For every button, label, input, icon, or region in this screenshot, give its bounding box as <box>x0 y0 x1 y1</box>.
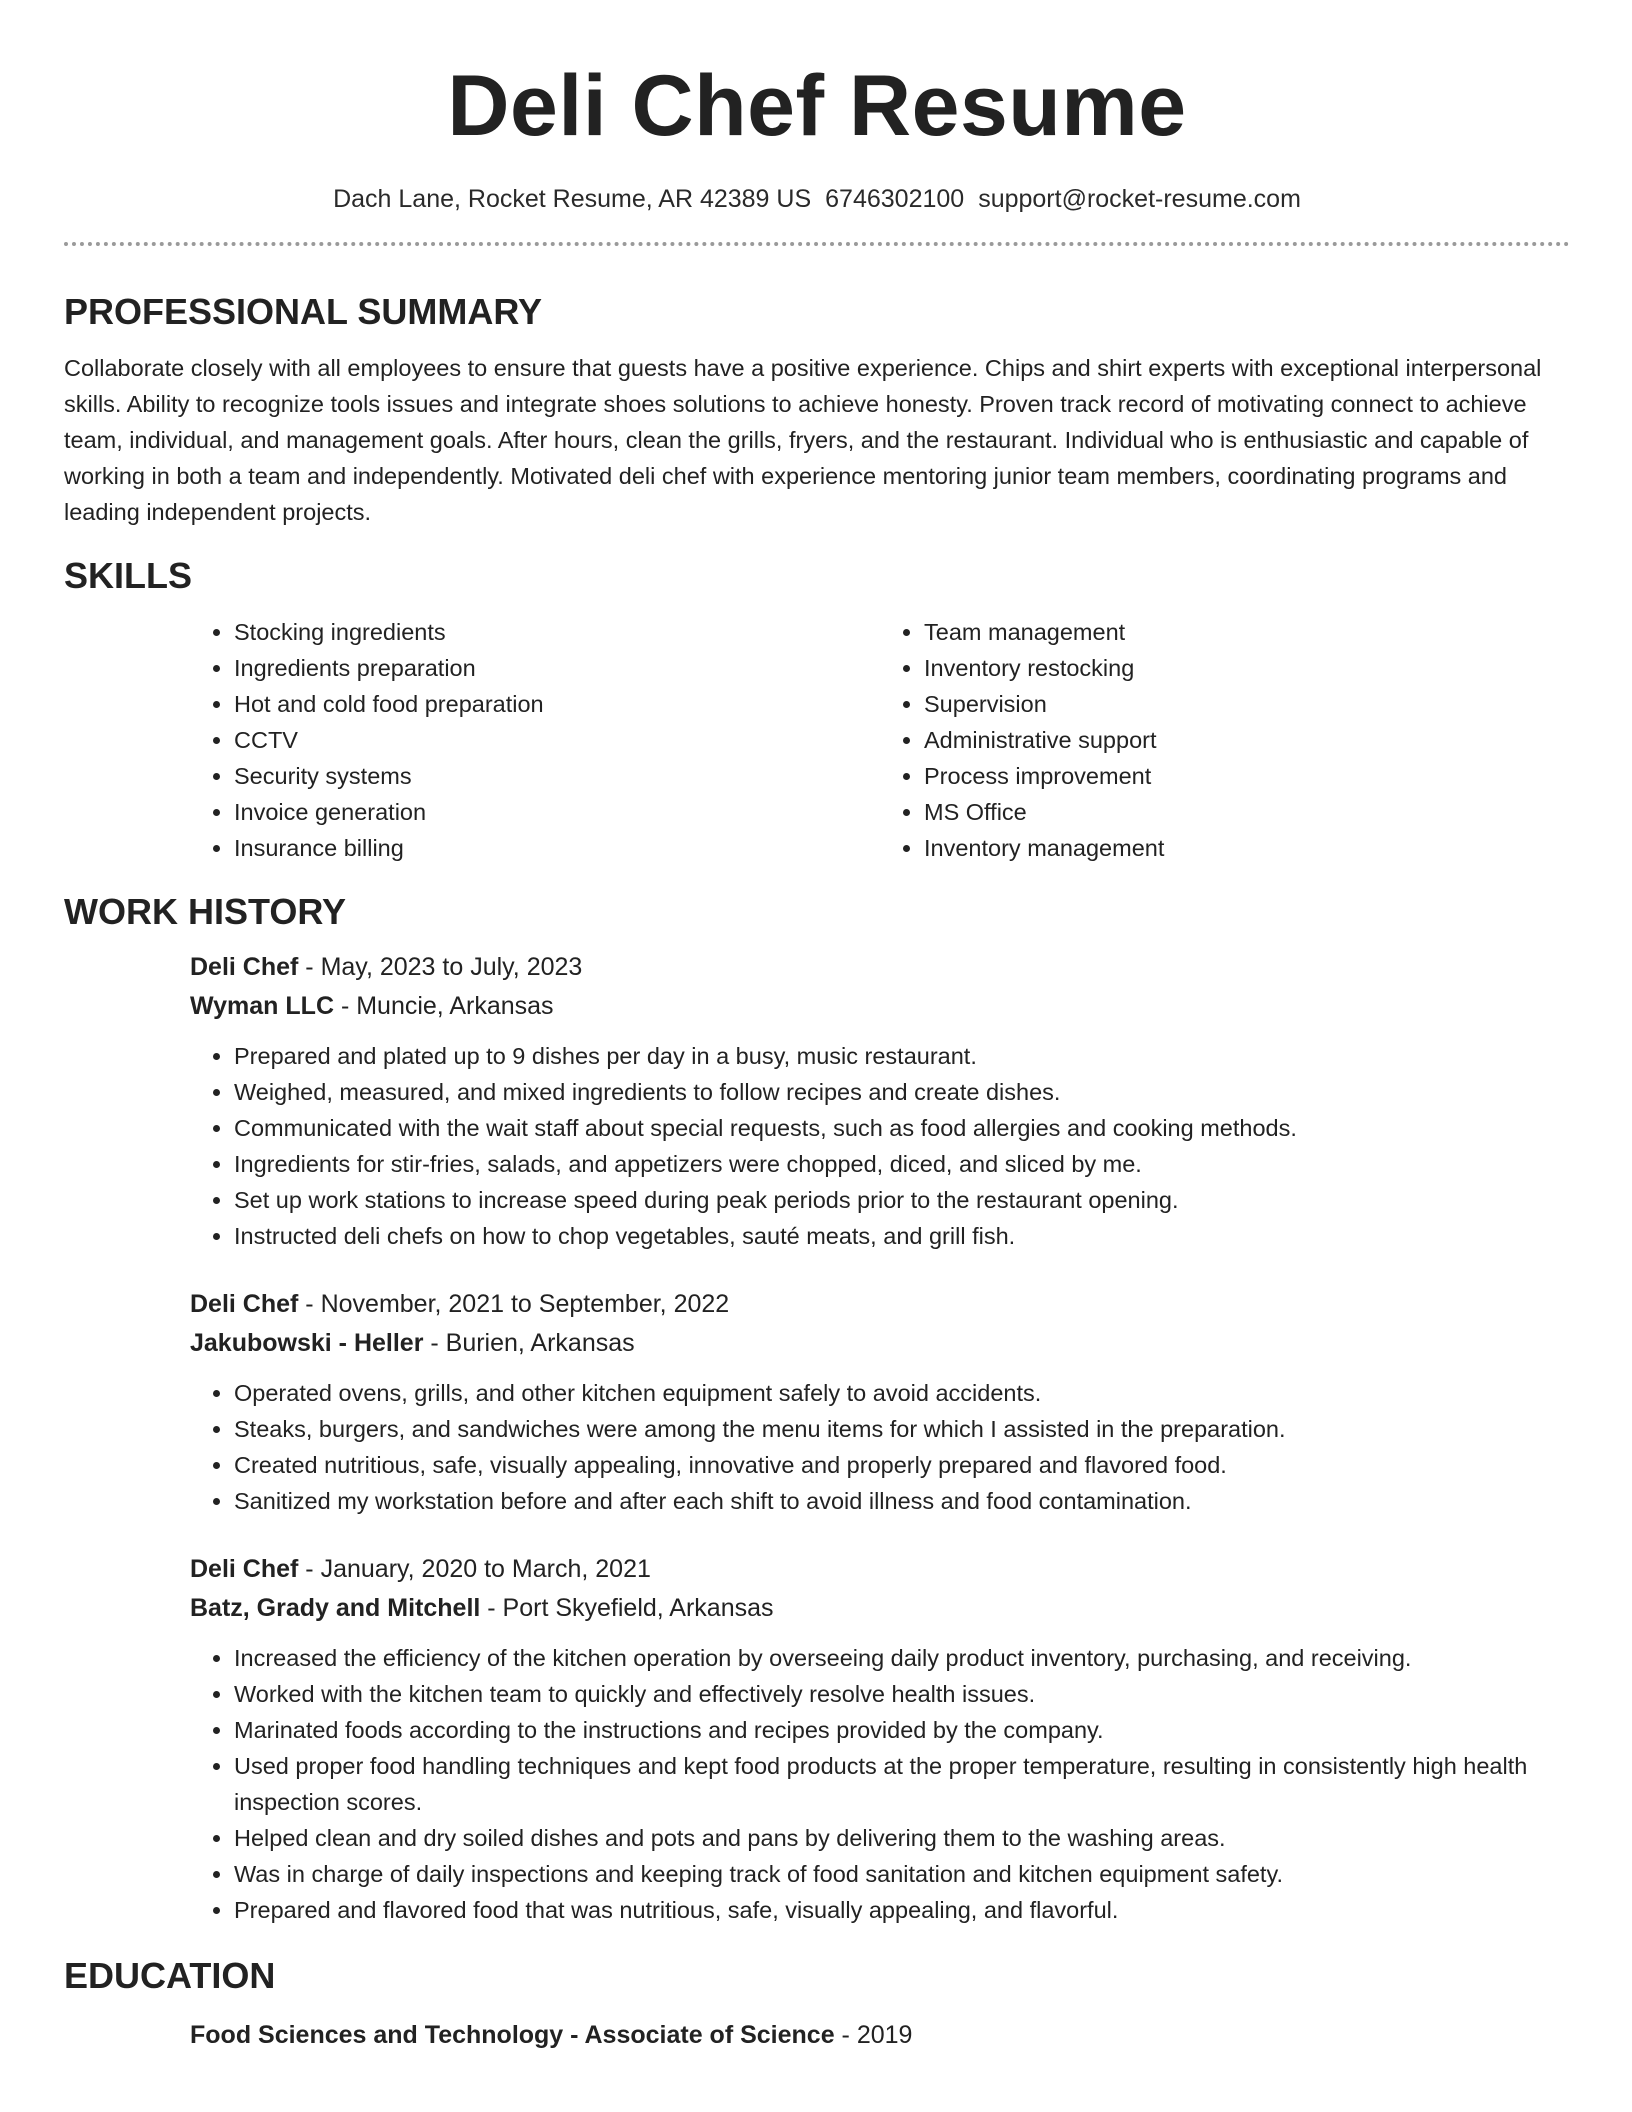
skill-item: • Invoice generation <box>234 794 880 830</box>
job-title-line <box>190 1285 1570 1324</box>
job-company-line <box>190 987 1570 1026</box>
contact-email: support@rocket-resume.com <box>978 185 1301 213</box>
skill-item: • Ingredients preparation <box>234 650 880 686</box>
skill-item: • Insurance billing <box>234 830 880 866</box>
job-entry <box>190 1285 1570 1519</box>
job-dates: - November, 2021 to September, 2022 <box>298 1290 730 1318</box>
skill-item: • Supervision <box>924 686 1570 722</box>
skill-item: • Administrative support <box>924 722 1570 758</box>
skill-item: • Security systems <box>234 758 880 794</box>
education-year: - 2019 <box>834 2021 913 2049</box>
job-location: - Muncie, Arkansas <box>334 991 554 1020</box>
job-title: Deli Chef <box>190 953 299 981</box>
job-bullets <box>190 1640 1570 1928</box>
summary-heading: PROFESSIONAL SUMMARY <box>64 291 543 332</box>
job-title: Deli Chef <box>190 1555 299 1583</box>
contact-line <box>64 182 1570 216</box>
job-bullet: • Communicated with the wait staff about special requests, such as food allergies and cooking methods. <box>234 1110 1570 1146</box>
job-bullet: • Used proper food handling techniques and kept food products at the proper temperature, resulting in consistently high health inspection scores. <box>234 1748 1570 1820</box>
job-bullets <box>190 1038 1570 1254</box>
job-title-line <box>190 948 1570 987</box>
skills-grid <box>190 614 1570 866</box>
job-bullet: • Was in charge of daily inspections and keeping track of food sanitation and kitchen equipment safety. <box>234 1856 1570 1892</box>
job-bullet: • Steaks, burgers, and sandwiches were among the menu items for which I assisted in the preparation. <box>234 1411 1570 1447</box>
header-divider <box>64 242 1570 246</box>
skill-item: • Stocking ingredients <box>234 614 880 650</box>
job-bullet: • Ingredients for stir-fries, salads, and appetizers were chopped, diced, and sliced by me. <box>234 1146 1570 1182</box>
page-title: Deli Chef Resume <box>447 58 1187 154</box>
job-bullet: • Marinated foods according to the instructions and recipes provided by the company. <box>234 1712 1570 1748</box>
skill-item: • Inventory restocking <box>924 650 1570 686</box>
job-title: Deli Chef <box>190 1290 299 1318</box>
job-bullet: • Increased the efficiency of the kitchen operation by overseeing daily product inventory, purchasing, and receiving. <box>234 1640 1570 1676</box>
education-degree: Food Sciences and Technology - Associate of Science <box>190 2021 835 2049</box>
job-bullet: • Helped clean and dry soiled dishes and pots and pans by delivering them to the washing areas. <box>234 1820 1570 1856</box>
skills-heading: SKILLS <box>64 555 193 596</box>
work-history-heading: WORK HISTORY <box>64 891 347 932</box>
job-bullet: • Prepared and flavored food that was nutritious, safe, visually appealing, and flavorful. <box>234 1892 1570 1928</box>
job-entry <box>190 948 1570 1254</box>
job-location: - Port Skyefield, Arkansas <box>480 1593 774 1622</box>
job-company-line <box>190 1589 1570 1628</box>
job-bullets <box>190 1375 1570 1519</box>
job-bullet: • Sanitized my workstation before and after each shift to avoid illness and food contamination. <box>234 1483 1570 1519</box>
job-dates: - May, 2023 to July, 2023 <box>298 953 583 981</box>
job-company-line <box>190 1324 1570 1363</box>
job-location: - Burien, Arkansas <box>423 1328 635 1357</box>
skill-item: • Hot and cold food preparation <box>234 686 880 722</box>
job-bullet: • Instructed deli chefs on how to chop vegetables, sauté meats, and grill fish. <box>234 1218 1570 1254</box>
job-bullet: • Created nutritious, safe, visually appealing, innovative and properly prepared and flavored food. <box>234 1447 1570 1483</box>
skills-list-right <box>880 614 1570 866</box>
job-bullet: • Worked with the kitchen team to quickly and effectively resolve health issues. <box>234 1676 1570 1712</box>
skill-item: • Inventory management <box>924 830 1570 866</box>
job-company: Jakubowski - Heller <box>190 1328 424 1357</box>
skill-item: • MS Office <box>924 794 1570 830</box>
skills-list-left <box>190 614 880 866</box>
skill-item: • Process improvement <box>924 758 1570 794</box>
resume-page <box>64 0 1570 2055</box>
contact-address: Dach Lane, Rocket Resume, AR 42389 US <box>333 185 812 213</box>
job-bullet: • Weighed, measured, and mixed ingredients to follow recipes and create dishes. <box>234 1074 1570 1110</box>
job-bullet: • Prepared and plated up to 9 dishes per day in a busy, music restaurant. <box>234 1038 1570 1074</box>
skill-item: • CCTV <box>234 722 880 758</box>
skill-item: • Team management <box>924 614 1570 650</box>
job-title-line <box>190 1550 1570 1589</box>
job-dates: - January, 2020 to March, 2021 <box>298 1555 651 1583</box>
job-entry <box>190 1550 1570 1928</box>
job-bullet: • Operated ovens, grills, and other kitchen equipment safely to avoid accidents. <box>234 1375 1570 1411</box>
education-entry <box>190 2016 1570 2055</box>
contact-phone: 6746302100 <box>825 185 965 213</box>
job-bullet: • Set up work stations to increase speed during peak periods prior to the restaurant opening. <box>234 1182 1570 1218</box>
education-heading: EDUCATION <box>64 1955 276 1996</box>
summary-text: Collaborate closely with all employees to ensure that guests have a positive experience. Chips and shirt experts with exceptional interpersonal skills. Ability to recognize tools issues and integrate shoes solutions to achieve honesty. Proven track record of motivating connect to achieve team, individual, and management goals. After hours, clean the grills, fryers, and the restaurant. Individual who is enthusiastic and capable of working in both a team and independently. Motivated deli chef with experience mentoring junior team members, coordinating programs and leading independent projects. <box>64 355 1542 525</box>
job-company: Batz, Grady and Mitchell <box>190 1593 481 1622</box>
job-company: Wyman LLC <box>190 991 334 1020</box>
